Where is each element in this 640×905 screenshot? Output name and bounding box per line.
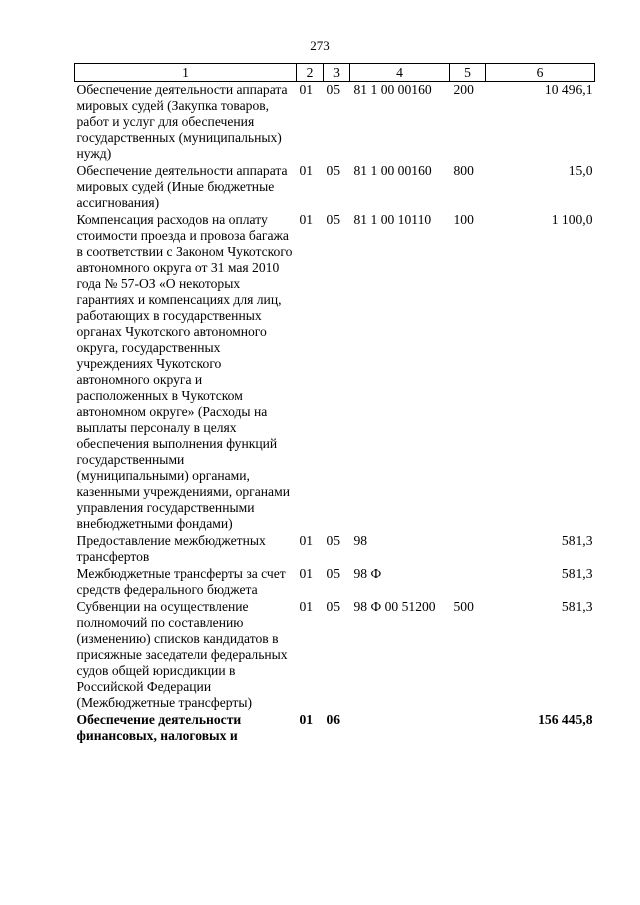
table-row [75, 533, 595, 566]
row-subsection: 06 [326, 712, 341, 727]
row-name: Компенсация расходов на оплату стоимости проезда и провоза багажа в соответствии с Законом Чукотского автономного округа от 31 мая 2010 года № 57-ОЗ «О некоторых гарантиях и компенсациях для лиц, работающих в государственных органах Чукотского автономного округа, государственных учреждениях Чукотского автономного округа и расположенных в Чукотском автономном округе» (Расходы на выплаты персоналу в целях обеспечения выполнения функций государственными (муниципальными) органами, казенными учреждениями, органами управления государственными внебюджетными фондами) [76, 212, 293, 531]
row-subsection: 05 [326, 212, 341, 227]
row-section: 01 [299, 82, 314, 97]
row-name: Обеспечение деятельности финансовых, налоговых и [76, 712, 242, 743]
row-section: 01 [299, 533, 314, 548]
row-target-article: 98 Ф [353, 566, 382, 581]
table-row [75, 599, 595, 712]
row-target-article: 81 1 00 00160 [353, 163, 432, 178]
column-header-subsection: 3 [324, 64, 350, 82]
row-name: Обеспечение деятельности аппарата мировых судей (Закупка товаров, работ и услуг для обеспечения государственных (муниципальных) нужд) [76, 82, 288, 161]
row-name: Межбюджетные трансферты за счет средств федерального бюджета [76, 566, 286, 597]
row-expense-type [450, 533, 486, 566]
row-name: Обеспечение деятельности аппарата мировых судей (Иные бюджетные ассигнования) [76, 163, 288, 210]
column-header-section: 2 [297, 64, 324, 82]
row-subsection: 05 [326, 533, 341, 548]
row-subsection: 05 [326, 566, 341, 581]
row-name: Субвенции на осуществление полномочий по составлению (изменению) списков кандидатов в присяжные заседатели федеральных судов общей юрисдикции в Российской Федерации (Межбюджетные трансферты) [76, 599, 288, 710]
row-amount: 156 445,8 [538, 712, 593, 727]
row-section: 01 [299, 566, 314, 581]
row-subsection: 05 [326, 163, 341, 178]
row-name: Предоставление межбюджетных трансфертов [76, 533, 266, 564]
row-subsection: 05 [326, 599, 341, 614]
table-row [75, 566, 595, 599]
column-header-name: 1 [75, 64, 297, 82]
row-amount: 581,3 [561, 566, 593, 581]
column-header-expense-type: 5 [450, 64, 486, 82]
row-amount: 1 100,0 [551, 212, 593, 227]
row-subsection: 05 [326, 82, 341, 97]
row-target-article: 81 1 00 10110 [353, 212, 432, 227]
column-header-target-article: 4 [350, 64, 450, 82]
row-target-article [350, 712, 450, 745]
table-header-row [75, 64, 595, 82]
row-section: 01 [299, 212, 314, 227]
row-expense-type: 100 [453, 212, 474, 227]
row-target-article: 98 Ф 00 51200 [353, 599, 436, 614]
row-target-article: 81 1 00 00160 [353, 82, 432, 97]
column-header-amount: 6 [486, 64, 595, 82]
table-row [75, 212, 595, 533]
row-expense-type [450, 566, 486, 599]
row-expense-type: 200 [453, 82, 474, 97]
table-row [75, 82, 595, 164]
page-number: 273 [310, 38, 330, 53]
row-section: 01 [299, 599, 314, 614]
row-section: 01 [299, 712, 314, 727]
row-amount: 10 496,1 [544, 82, 593, 97]
row-expense-type: 500 [453, 599, 474, 614]
row-section: 01 [299, 163, 314, 178]
budget-table [74, 63, 595, 745]
row-target-article: 98 [353, 533, 368, 548]
row-expense-type: 800 [453, 163, 474, 178]
row-amount: 581,3 [561, 533, 593, 548]
row-amount: 581,3 [561, 599, 593, 614]
row-amount: 15,0 [568, 163, 593, 178]
row-expense-type [450, 712, 486, 745]
table-row [75, 163, 595, 212]
table-row-bold [75, 712, 595, 745]
